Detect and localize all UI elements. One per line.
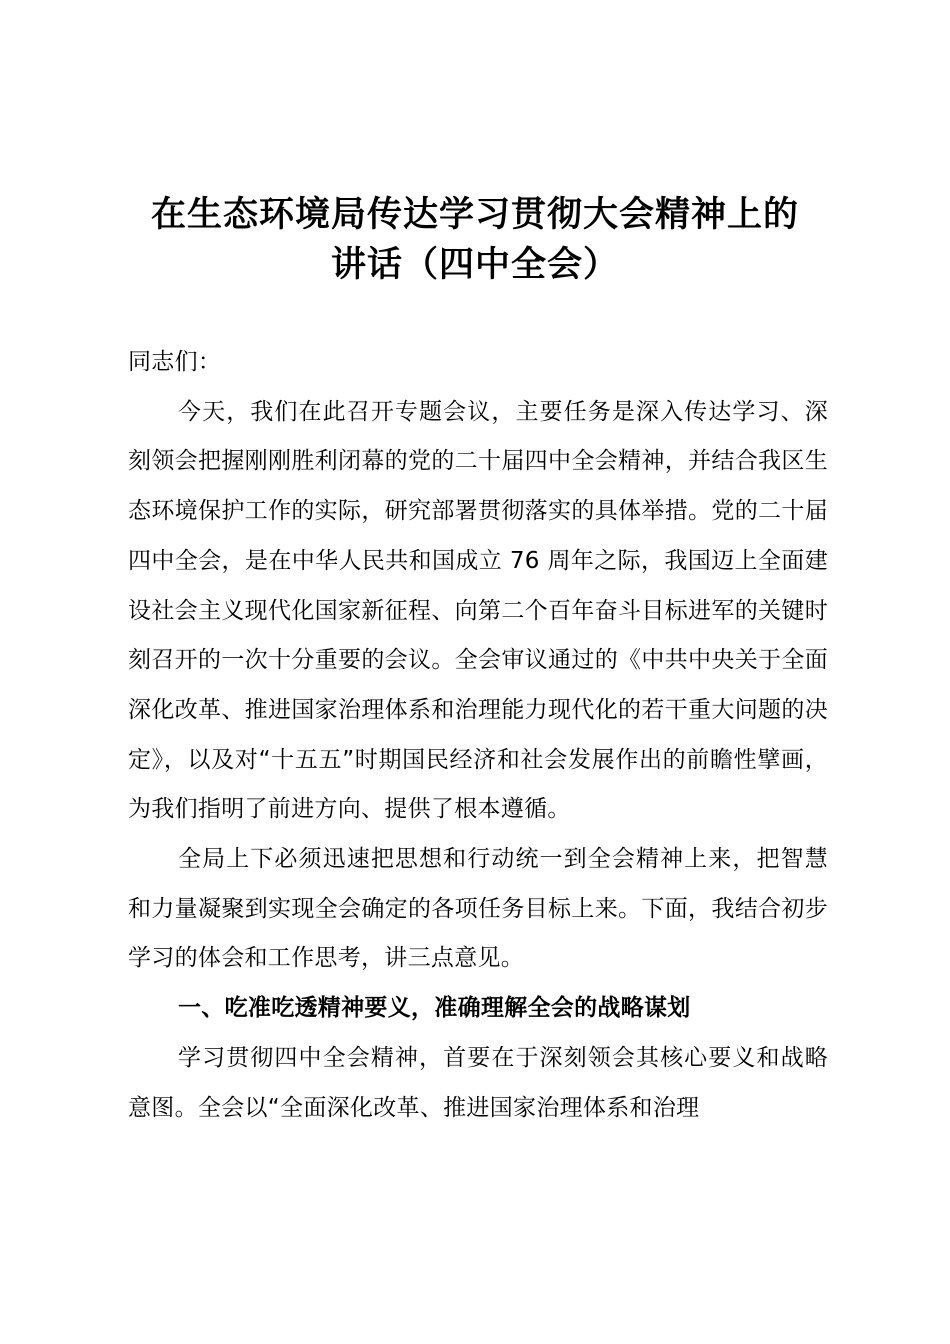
paragraph-1: 今天，我们在此召开专题会议，主要任务是深入传达学习、深刻领会把握刚刚胜利闭幕的党的二十届四中全会精神，并结合我区生态环境保护工作的实际，研究部署贯彻落实的具体举措。党的二十届四中全会，是在中华人民共和国成立 76 周年之际，我国迈上全面建设社会主义现代化国家新征程、向第二个百年奋斗目标进军的关键时刻召开的一次十分重要的会议。全会审议通过的《中共中央关于全面深化改革、推进国家治理体系和治理能力现代化的若干重大问题的决定》，以及对“十五五”时期国民经济和社会发展作出的前瞻性擘画，为我们指明了前进方向、提供了根本遵循。 xyxy=(128,398,828,823)
section-heading-1: 一、吃准吃透精神要义，准确理解全会的战略谋划 xyxy=(178,995,691,1022)
document-title xyxy=(110,190,840,290)
salutation: 同志们： xyxy=(128,349,222,375)
title-line-1: 在生态环境局传达学习贯彻大会精神上的 xyxy=(150,195,799,235)
paragraph-2: 全局上下必须迅速把思想和行动统一到全会精神上来，把智慧和力量凝聚到实现全会确定的各项任务目标上来。下面，我结合初步学习的体会和工作思考，讲三点意见。 xyxy=(128,846,828,972)
document-body xyxy=(128,338,828,1133)
section-paragraph-1: 学习贯彻四中全会精神，首要在于深刻领会其核心要义和战略意图。全会以“全面深化改革、推进国家治理体系和治理 xyxy=(128,1044,828,1121)
title-line-2: 讲话（四中全会） xyxy=(330,245,619,285)
